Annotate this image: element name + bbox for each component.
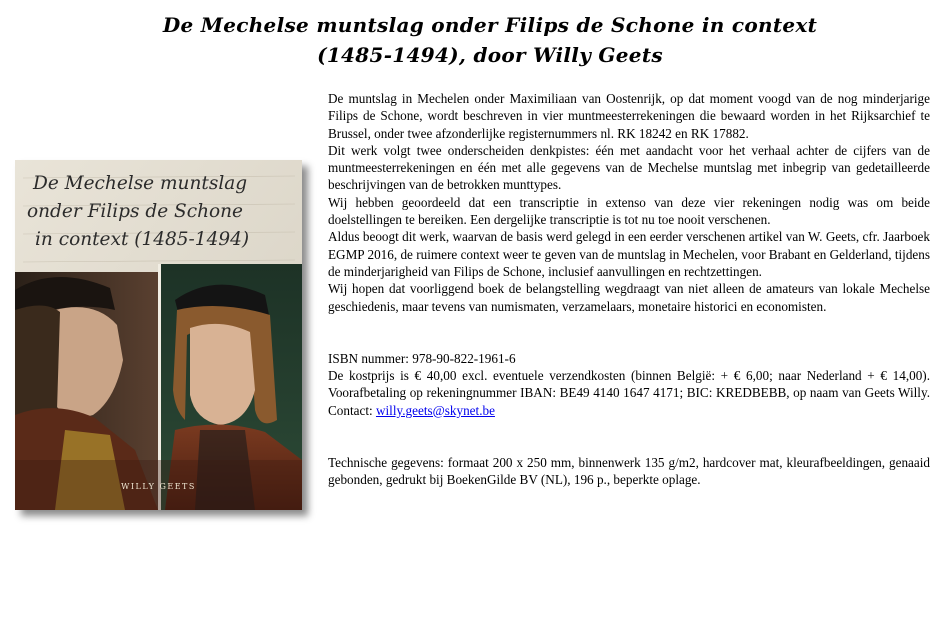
paragraph-1: De muntslag in Mechelen onder Maximiliaan van Oostenrijk, op dat moment voogd van de nog minderjarige Filips de Schone, wordt beschreven in vier muntmeesterrekeningen die bewaard worden in het Rijksarchief te Brussel, onder twee afzonderlijke registernummers nl. RK 18242 en RK 17882.: [328, 91, 930, 141]
paragraph-5: Wij hopen dat voorliggend boek de belangstelling wegdraagt van niet alleen de amateurs van lokale Mechelse geschiedenis, maar tevens van numismaten, verzamelaars, monetaire historici en economisten.: [328, 281, 930, 314]
page-title-line-2: (1485-1494), door Willy Geets: [317, 43, 663, 67]
technical-specs: Technische gegevens: formaat 200 x 250 mm, binnenwerk 135 g/m2, hardcover mat, kleurafbeeldingen, genaaid gebonden, gedrukt bij BoekenGilde BV (NL), 196 p., beperkte oplage.: [328, 455, 930, 488]
description-text: [328, 90, 930, 489]
price-text: De kostprijs is € 40,00 excl. eventuele verzendkosten (binnen België: + € 6,00; naar Nederland + € 14,00). Voorafbetaling op rekeningnummer IBAN: BE49 4140 1647 4171; BIC: KREDBEBB, op naam van Geets Willy. Contact:: [328, 368, 930, 418]
paragraph-2: Dit werk volgt twee onderscheiden denkpistes: één met aandacht voor het verhaal achter de cijfers van de muntmeesterrekeningen en één met alle gegevens van de Mechelse muntslag met inbegrip van gedetailleerde beschrijvingen van de betrokken munttypes.: [328, 142, 930, 193]
paragraph-3: Wij hebben geoordeeld dat een transcriptie in extenso van deze vier rekeningen nodig was om beide doelstellingen te bereiken. Een dergelijke transcriptie is tot nu toe nooit verschenen.: [328, 194, 930, 228]
price-info: [328, 367, 930, 419]
page-title: [150, 10, 830, 70]
book-cover-image: [15, 160, 302, 510]
cover-title-line-2: onder Filips de Schone: [27, 201, 243, 222]
contact-email-link[interactable]: willy.geets@skynet.be: [375, 402, 495, 418]
page-title-line-1: De Mechelse muntslag onder Filips de Schone in context: [162, 13, 818, 37]
isbn-text: ISBN nummer: 978-90-822-1961-6: [328, 350, 516, 366]
cover-title-line-3: in context (1485-1494): [35, 229, 250, 250]
cover-title: [15, 170, 302, 254]
paragraph-4: Aldus beoogt dit werk, waarvan de basis werd gelegd in een eerder verschenen artikel van W. Geets, cfr. Jaarboek EGMP 2016, de ruimere context weer te geven van de muntslag in Mechelen, voor Brabant en Gelderland, tijdens de minderjarigheid van Filips de Schone, inclusief aanvullingen en rechtzettingen.: [328, 229, 930, 279]
cover-title-line-1: De Mechelse muntslag: [33, 173, 248, 194]
cover-author: WILLY GEETS: [121, 482, 196, 491]
